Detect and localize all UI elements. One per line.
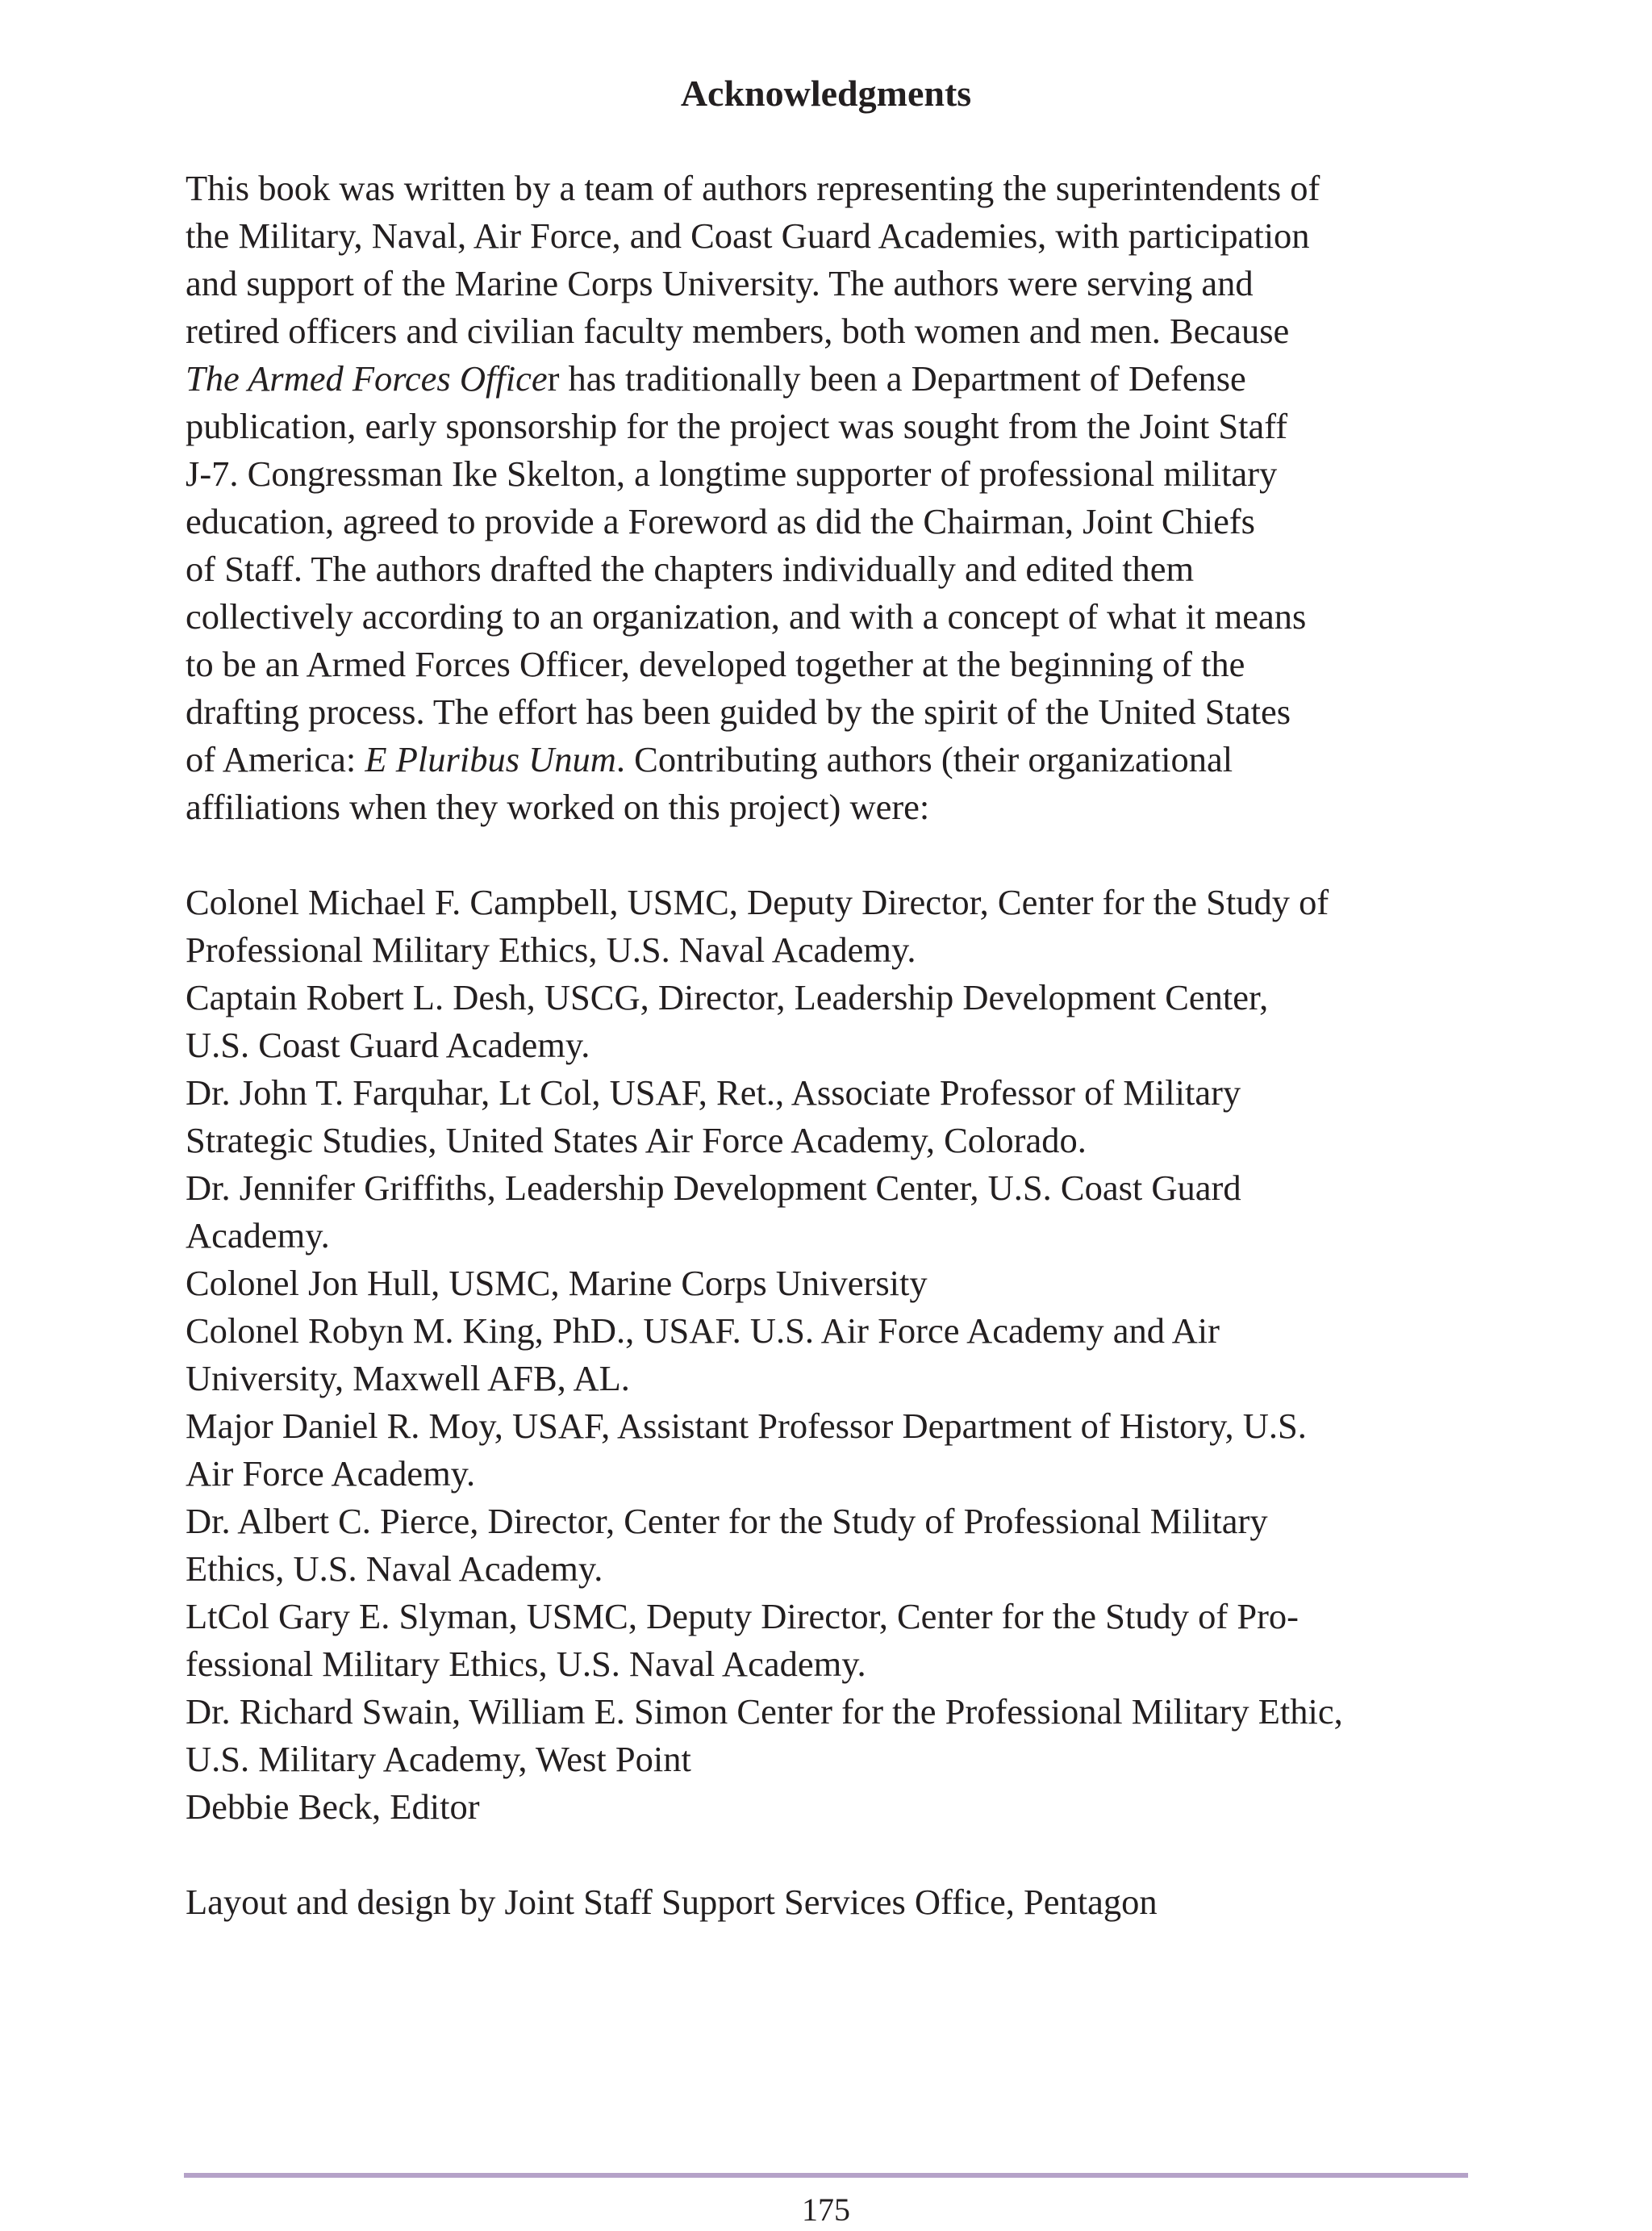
contributor-line: Debbie Beck, Editor xyxy=(186,1786,480,1827)
intro-line xyxy=(186,450,1484,498)
text-segment: r has traditionally been a Department of Defense xyxy=(547,358,1246,399)
contributor-line: Major Daniel R. Moy, USAF, Assistant Professor Department of History, U.S. xyxy=(186,1406,1307,1446)
contributor-line: Dr. Richard Swain, William E. Simon Center for the Professional Military Ethic, xyxy=(186,1691,1343,1732)
contributor-line: Strategic Studies, United States Air Force Academy, Colorado. xyxy=(186,1120,1087,1160)
body-text xyxy=(186,165,1484,1926)
text-segment: the Military, Naval, Air Force, and Coast Guard Academies, with participation xyxy=(186,215,1310,256)
contributor-line: Colonel Jon Hull, USMC, Marine Corps University xyxy=(186,1263,928,1303)
contributor-line: U.S. Military Academy, West Point xyxy=(186,1739,691,1779)
page-number: 175 xyxy=(802,2191,850,2228)
contributor-line: Ethics, U.S. Naval Academy. xyxy=(186,1548,603,1589)
contributor-line: U.S. Coast Guard Academy. xyxy=(186,1025,590,1065)
design-credit: Layout and design by Joint Staff Support Services Office, Pentagon xyxy=(186,1882,1158,1922)
intro-line xyxy=(186,498,1484,545)
italic-text: E Pluribus Unum xyxy=(365,739,616,779)
contributor-line: Colonel Michael F. Campbell, USMC, Deputy Director, Center for the Study of xyxy=(186,882,1329,922)
paragraph-gap xyxy=(186,1831,1484,1878)
text-segment: of America: xyxy=(186,739,365,779)
intro-line xyxy=(186,783,1484,831)
footer-rule xyxy=(184,2173,1468,2178)
contributor-line: Professional Military Ethics, U.S. Naval Academy. xyxy=(186,930,916,970)
intro-line xyxy=(186,307,1484,355)
contributor-line: Dr. John T. Farquhar, Lt Col, USAF, Ret., Associate Professor of Military xyxy=(186,1072,1241,1113)
text-segment: education, agreed to provide a Foreword as did the Chairman, Joint Chiefs xyxy=(186,501,1256,541)
text-segment: to be an Armed Forces Officer, developed together at the beginning of the xyxy=(186,644,1245,684)
text-segment: . Contributing authors (their organizational xyxy=(615,739,1233,779)
contributor-line: Colonel Robyn M. King, PhD., USAF. U.S. Air Force Academy and Air xyxy=(186,1310,1220,1351)
text-segment: retired officers and civilian faculty members, both women and men. Because xyxy=(186,311,1290,351)
text-segment: drafting process. The effort has been guided by the spirit of the United States xyxy=(186,691,1291,732)
intro-line xyxy=(186,403,1484,450)
intro-line xyxy=(186,212,1484,260)
contributor-line: Captain Robert L. Desh, USCG, Director, Leadership Development Center, xyxy=(186,977,1269,1017)
contributor-line: Dr. Jennifer Griffiths, Leadership Development Center, U.S. Coast Guard xyxy=(186,1168,1241,1208)
intro-paragraph xyxy=(186,165,1484,831)
intro-line xyxy=(186,260,1484,307)
contributor-line: Dr. Albert C. Pierce, Director, Center for the Study of Professional Military xyxy=(186,1501,1268,1541)
intro-line xyxy=(186,355,1484,403)
contributor-list xyxy=(186,879,1484,1831)
text-segment: of Staff. The authors drafted the chapters individually and edited them xyxy=(186,549,1195,589)
intro-line xyxy=(186,641,1484,688)
contributor-line: Academy. xyxy=(186,1215,330,1255)
intro-line xyxy=(186,736,1484,783)
intro-line xyxy=(186,688,1484,736)
text-segment: affiliations when they worked on this project) were: xyxy=(186,787,930,827)
contributor-line: University, Maxwell AFB, AL. xyxy=(186,1358,630,1398)
intro-line xyxy=(186,593,1484,641)
text-segment: publication, early sponsorship for the project was sought from the Joint Staff xyxy=(186,406,1288,446)
italic-text: The Armed Forces Office xyxy=(186,358,548,399)
text-segment: This book was written by a team of authors representing the superintendents of xyxy=(186,168,1320,208)
intro-line xyxy=(186,545,1484,593)
text-segment: J-7. Congressman Ike Skelton, a longtime supporter of professional military xyxy=(186,453,1278,494)
intro-line xyxy=(186,165,1484,212)
contributor-line: Air Force Academy. xyxy=(186,1453,476,1494)
page-title: Acknowledgments xyxy=(680,73,972,114)
text-segment: collectively according to an organization, and with a concept of what it means xyxy=(186,596,1307,637)
contributor-line: LtCol Gary E. Slyman, USMC, Deputy Director, Center for the Study of Pro- xyxy=(186,1596,1299,1636)
text-segment: and support of the Marine Corps University. The authors were serving and xyxy=(186,263,1254,303)
paragraph-gap xyxy=(186,831,1484,879)
contributor-line: fessional Military Ethics, U.S. Naval Academy. xyxy=(186,1644,866,1684)
